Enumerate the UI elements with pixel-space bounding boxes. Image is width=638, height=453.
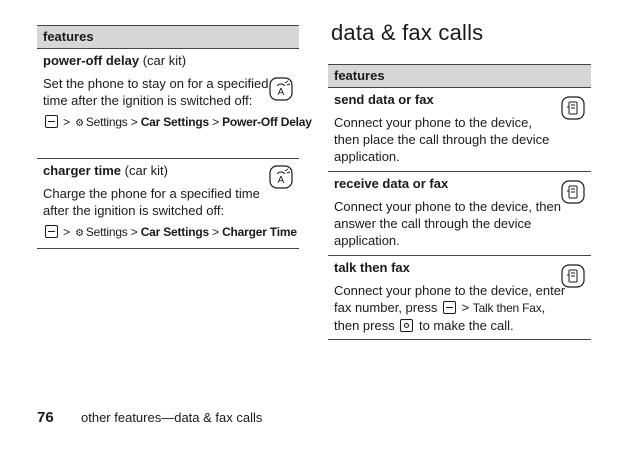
- path-step: Settings: [85, 225, 128, 239]
- features-table-right: [328, 64, 591, 340]
- settings-icon: ⚙: [75, 228, 84, 239]
- car-kit-icon: [269, 77, 293, 101]
- footer-section-title: other features—data & fax calls: [81, 410, 263, 425]
- feature-description: Connect your phone to the device, then place the call through the device application.: [334, 115, 550, 164]
- page-number: 76: [37, 409, 54, 426]
- feature-subtitle: (car kit): [124, 163, 169, 178]
- menu-key-icon: [45, 225, 58, 238]
- feature-title: send data or fax: [334, 92, 434, 107]
- feature-title: talk then fax: [334, 260, 410, 275]
- svg-text:A: A: [277, 175, 285, 186]
- feature-title: charger time: [43, 163, 122, 178]
- feature-power-off-delay: [37, 49, 312, 158]
- feature-description: Charge the phone for a specified time after the ignition is switched off:: [43, 186, 260, 218]
- table-header: features: [37, 26, 299, 49]
- svg-text:A: A: [277, 87, 285, 98]
- description-text: , then press: [334, 300, 546, 333]
- feature-receive-data-or-fax: [328, 171, 591, 255]
- data-device-icon: [561, 180, 585, 204]
- path-step: Settings: [85, 115, 128, 129]
- menu-key-icon: [443, 301, 456, 314]
- action-label: Talk then Fax: [472, 301, 542, 315]
- feature-charger-time: [37, 158, 299, 248]
- menu-path: > ⚙ Settings > Car Settings > Charger Time: [43, 224, 293, 242]
- feature-send-data-or-fax: [328, 88, 591, 171]
- feature-talk-then-fax: [328, 255, 591, 339]
- table-header: features: [328, 65, 591, 88]
- feature-title: power-off delay: [43, 53, 140, 68]
- feature-description: Connect your phone to the device, then answer the call through the device application.: [334, 199, 561, 248]
- page-title: data & fax calls: [331, 20, 484, 45]
- feature-description: Set the phone to stay on for a specified time after the ignition is switched off:: [43, 76, 269, 108]
- car-kit-icon: [269, 165, 293, 189]
- path-step: Power-Off Delay: [222, 115, 312, 129]
- feature-description: Connect your phone to the device, enter fax number, press > Talk then Fax, then press to make the call.: [334, 283, 566, 333]
- path-step: Charger Time: [222, 225, 297, 239]
- description-text: Connect your phone to the device, enter fax number, press: [334, 283, 566, 315]
- feature-subtitle: (car kit): [142, 53, 187, 68]
- settings-icon: ⚙: [75, 118, 84, 129]
- description-text: to make the call.: [418, 318, 514, 333]
- menu-path: > ⚙ Settings > Car Settings > Power-Off Delay: [43, 114, 293, 132]
- menu-key-icon: [45, 115, 58, 128]
- data-device-icon: [561, 264, 585, 288]
- center-key-icon: [400, 319, 413, 332]
- path-step: Car Settings: [140, 115, 209, 129]
- data-device-icon: [561, 96, 585, 120]
- feature-title: receive data or fax: [334, 176, 449, 191]
- path-step: Car Settings: [140, 225, 209, 239]
- features-table-left: [37, 25, 312, 249]
